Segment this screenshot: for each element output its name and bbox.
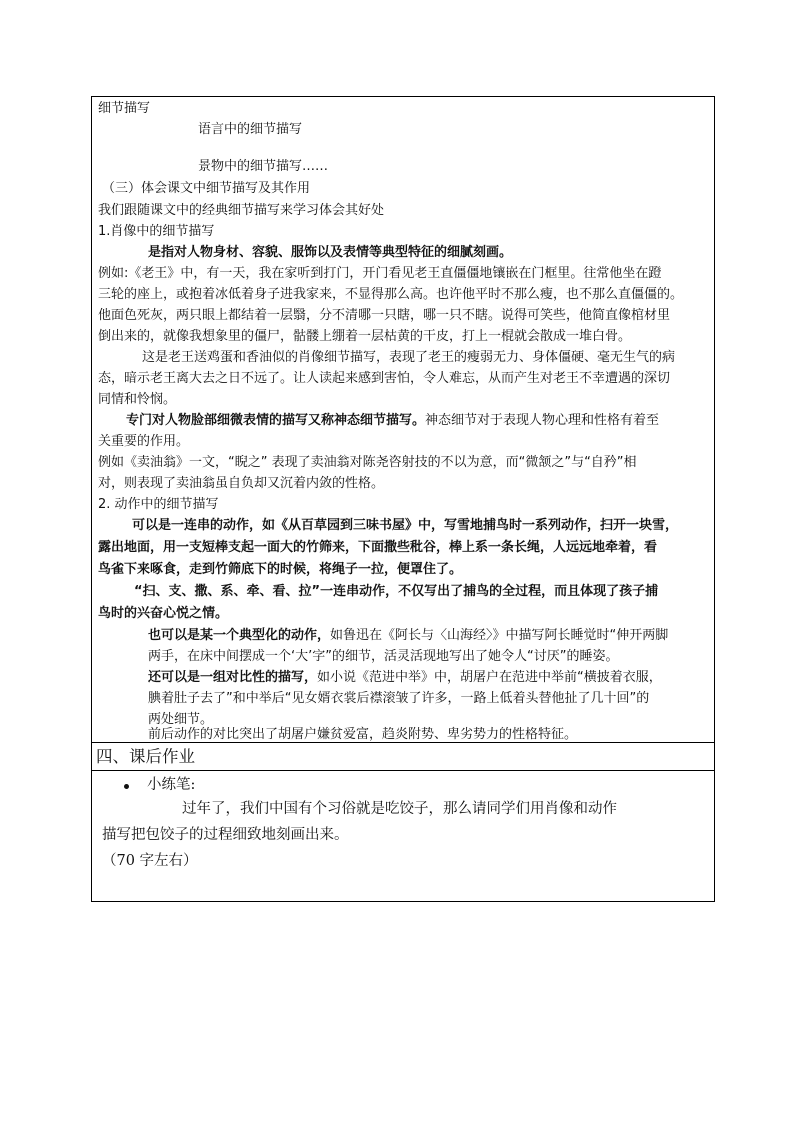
expression-definition: 专门对人物脸部细微表情的描写又称神态细节描写。 (126, 413, 426, 428)
typical-action-definition: 也可以是某一个典型化的动作， (148, 628, 331, 643)
homework-body (92, 770, 714, 901)
paragraph-line: 前后动作的对比突出了胡屠户嫌贫爱富，趋炎附势、卑劣势力的性格特征。 (148, 727, 578, 742)
paragraph-line: 鸟雀下来啄食，走到竹筛底下的时候，将绳子一拉，便罩住了。 (98, 562, 463, 577)
homework-title: 四、课后作业 (96, 747, 195, 766)
paragraph-line: 神态细节对于表现人物心理和性格有着至 (425, 413, 660, 428)
homework-title-row (92, 743, 714, 770)
action-paragraph (132, 518, 678, 534)
heading-detail-writing: 细节描写 (98, 101, 151, 116)
paragraph-line: 三轮的座上，或抱着冰低着身子进我家来，不显得那么高。也许他平时不那么瘦，也不那么直僵僵的。 (98, 287, 684, 302)
paragraph-line: 《从百草园到三味书屋》中，写雪地捕鸟时一系列动作，扫开一块雪， (275, 518, 679, 533)
paragraph-line: 露出地面，用一支短棒支起一面大的竹筛来，下面撒些秕谷，棒上系一条长绳，人远远地牵着，看 (98, 540, 658, 555)
paragraph-line: 对，则表现了卖油翁虽自负却又沉着内敛的性格。 (98, 476, 385, 491)
paragraph-line: 态，暗示老王离大去之日不远了。让人读起来感到害怕，令人难忘，从而产生对老王不幸遭遇的深切 (98, 371, 671, 386)
subheading-portrait: 1.肖像中的细节描写 (98, 224, 215, 239)
lesson-table (91, 96, 715, 902)
paragraph-line: 腆着肚子去了”和中举后“见女婿衣裳后襟滚皱了许多，一路上低着头替他扯了几十回”的 (148, 691, 650, 706)
item-scenery-detail: 景物中的细节描写…… (198, 159, 329, 174)
exercise-label: 小练笔: (147, 777, 196, 793)
detail-writing-section (92, 97, 714, 742)
paragraph-line: 这是老王送鸡蛋和香油似的肖像细节描写，表现了老王的瘦弱无力、身体僵硬、毫无生气的病 (142, 350, 676, 365)
exercise-word-count: （70 字左右） (102, 853, 198, 869)
paragraph-line: 同情和怜悯。 (98, 392, 177, 407)
paragraph-line: 他面色死灰，两只眼上都结着一层翳，分不清哪一只瞎，哪一只不瞎。说得可笑些，他简直像棺材里 (98, 308, 671, 323)
paragraph-line: 两处细节。 (148, 712, 214, 727)
paragraph-line: 如鲁迅在《阿长与〈山海经〉》中描写阿长睡觉时“伸开两脚 (330, 628, 669, 643)
paragraph-line: 倒出来的，就像我想象里的僵尸，骷髅上绷着一层枯黄的干皮，打上一棍就会散成一堆白骨。 (98, 329, 632, 344)
paragraph-line: 例如:《老王》中，有一天，我在家听到打门，开门看见老王直僵僵地镶嵌在门框里。往常他坐在蹬 (98, 266, 662, 281)
contrast-paragraph (148, 670, 662, 686)
portrait-definition: 是指对人物身材、容貌、服饰以及表情等典型特征的细腻刻画。 (148, 245, 513, 260)
action-definition: 可以是一连串的动作，如 (132, 518, 276, 533)
typical-action-paragraph (148, 628, 668, 644)
exercise-line: 描写把包饺子的过程细致地刻画出来。 (102, 827, 349, 843)
paragraph-line: 如小说《范进中举》中，胡屠户在范进中举前“横披着衣服， (317, 670, 662, 685)
item-language-detail: 语言中的细节描写 (198, 122, 303, 137)
exercise-line: 过年了，我们中国有个习俗就是吃饺子，那么请同学们用肖像和动作 (182, 801, 617, 817)
expression-paragraph (126, 413, 659, 429)
paragraph-line: 两手，在床中间摆成一个‘大’字”的细节，活灵活现地写出了她令人“讨厌”的睡姿。 (148, 649, 619, 664)
subheading-action: 2. 动作中的细节描写 (98, 497, 219, 512)
paragraph-line: 例如《卖油翁》一文，“睨之” 表现了卖油翁对陈尧咨射技的不以为意，而“微颔之”与“自矜”相 (98, 455, 637, 470)
subheading-three: （三）体会课文中细节描写及其作用 (102, 181, 311, 196)
paragraph-line: 鸟时的兴奋心悦之情。 (98, 606, 229, 621)
paragraph-line: “扫、支、撒、系、牵、看、拉”一连串动作，不仅写出了捕鸟的全过程，而且体现了孩子捕 (134, 584, 659, 599)
bullet-icon (124, 784, 129, 789)
contrast-definition: 还可以是一组对比性的描写， (148, 670, 318, 685)
intro-line: 我们跟随课文中的经典细节描写来学习体会其好处 (98, 203, 385, 218)
paragraph-line: 关重要的作用。 (98, 434, 190, 449)
